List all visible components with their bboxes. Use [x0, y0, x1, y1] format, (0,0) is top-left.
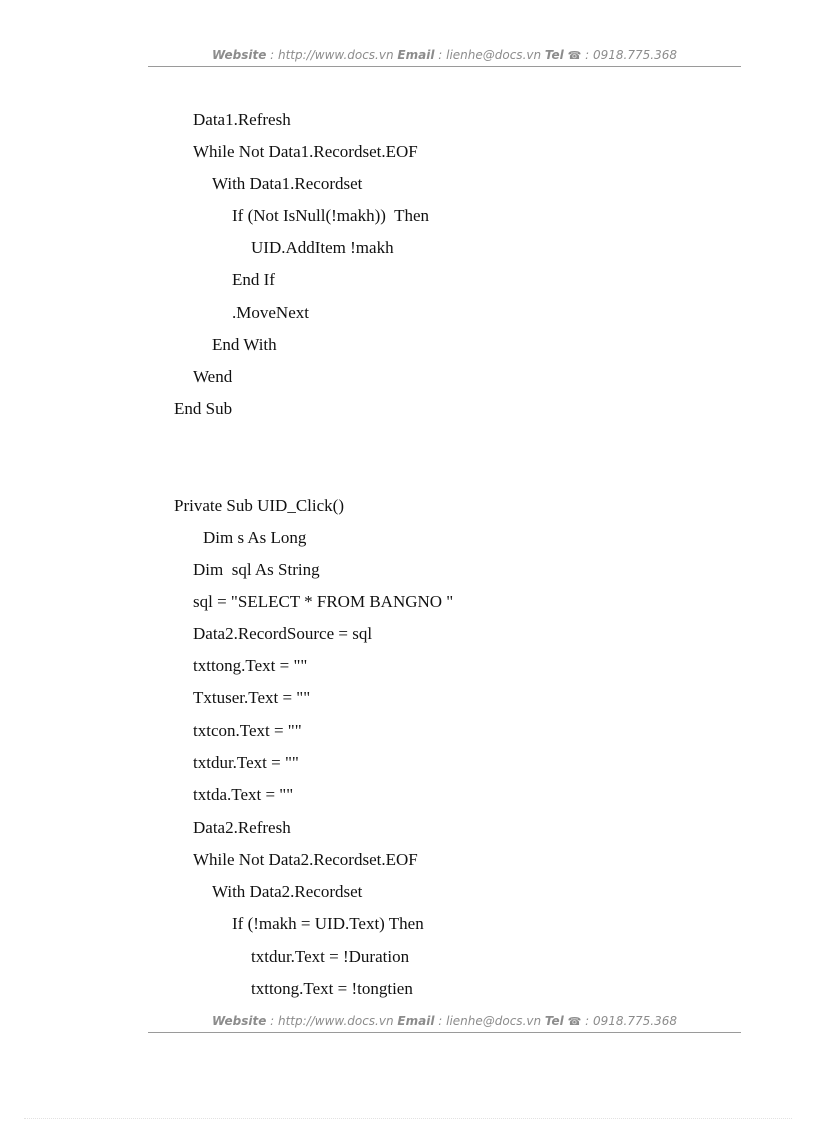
code-line: txttong.Text = !tongtien [251, 979, 413, 998]
code-line: While Not Data2.Recordset.EOF [193, 850, 418, 869]
header-website-label: Website [212, 48, 267, 62]
header-rule [148, 66, 741, 67]
code-line: Dim sql As String [193, 560, 320, 579]
header-email-address: : lienhe@docs.vn [434, 48, 545, 62]
code-line: .MoveNext [232, 303, 309, 322]
code-line: If (!makh = UID.Text) Then [232, 914, 424, 933]
footer-email-address: : lienhe@docs.vn [434, 1014, 545, 1028]
code-line: While Not Data1.Recordset.EOF [193, 142, 418, 161]
code-line: txttong.Text = "" [193, 656, 308, 675]
code-line: Dim s As Long [203, 528, 307, 547]
header-tel-number: : 0918.775.368 [581, 48, 677, 62]
page-header [148, 48, 741, 62]
code-line: End With [212, 335, 277, 354]
footer-email-label: Email [397, 1014, 435, 1028]
phone-icon: ☎ [567, 1015, 582, 1028]
phone-icon: ☎ [567, 49, 582, 62]
footer-website-label: Website [212, 1014, 267, 1028]
code-line: txtdur.Text = "" [193, 753, 299, 772]
code-line: txtda.Text = "" [193, 785, 294, 804]
page-edge-dots [24, 1118, 792, 1119]
code-line: Data1.Refresh [193, 110, 291, 129]
footer-website-url: : http://www.docs.vn [266, 1014, 398, 1028]
code-line: txtdur.Text = !Duration [251, 947, 410, 966]
code-line: Wend [193, 367, 233, 386]
header-website-url: : http://www.docs.vn [266, 48, 398, 62]
code-line: sql = "SELECT * FROM BANGNO " [193, 592, 454, 611]
code-line: UID.AddItem !makh [251, 238, 394, 257]
page-footer [148, 1014, 741, 1028]
code-line: With Data1.Recordset [212, 174, 363, 193]
header-tel-label: Tel [544, 48, 564, 62]
footer-tel-label: Tel [544, 1014, 564, 1028]
code-line: Data2.RecordSource = sql [193, 624, 373, 643]
code-line: Private Sub UID_Click() [174, 496, 344, 515]
footer-rule [148, 1032, 741, 1033]
code-line: txtcon.Text = "" [193, 721, 302, 740]
code-line: Data2.Refresh [193, 818, 291, 837]
footer-tel-number: : 0918.775.368 [581, 1014, 677, 1028]
header-email-label: Email [397, 48, 435, 62]
code-line: If (Not IsNull(!makh)) Then [232, 206, 430, 225]
code-line: End If [232, 270, 275, 289]
code-line: End Sub [174, 399, 233, 418]
code-line: Txtuser.Text = "" [193, 688, 311, 707]
code-line: With Data2.Recordset [212, 882, 363, 901]
